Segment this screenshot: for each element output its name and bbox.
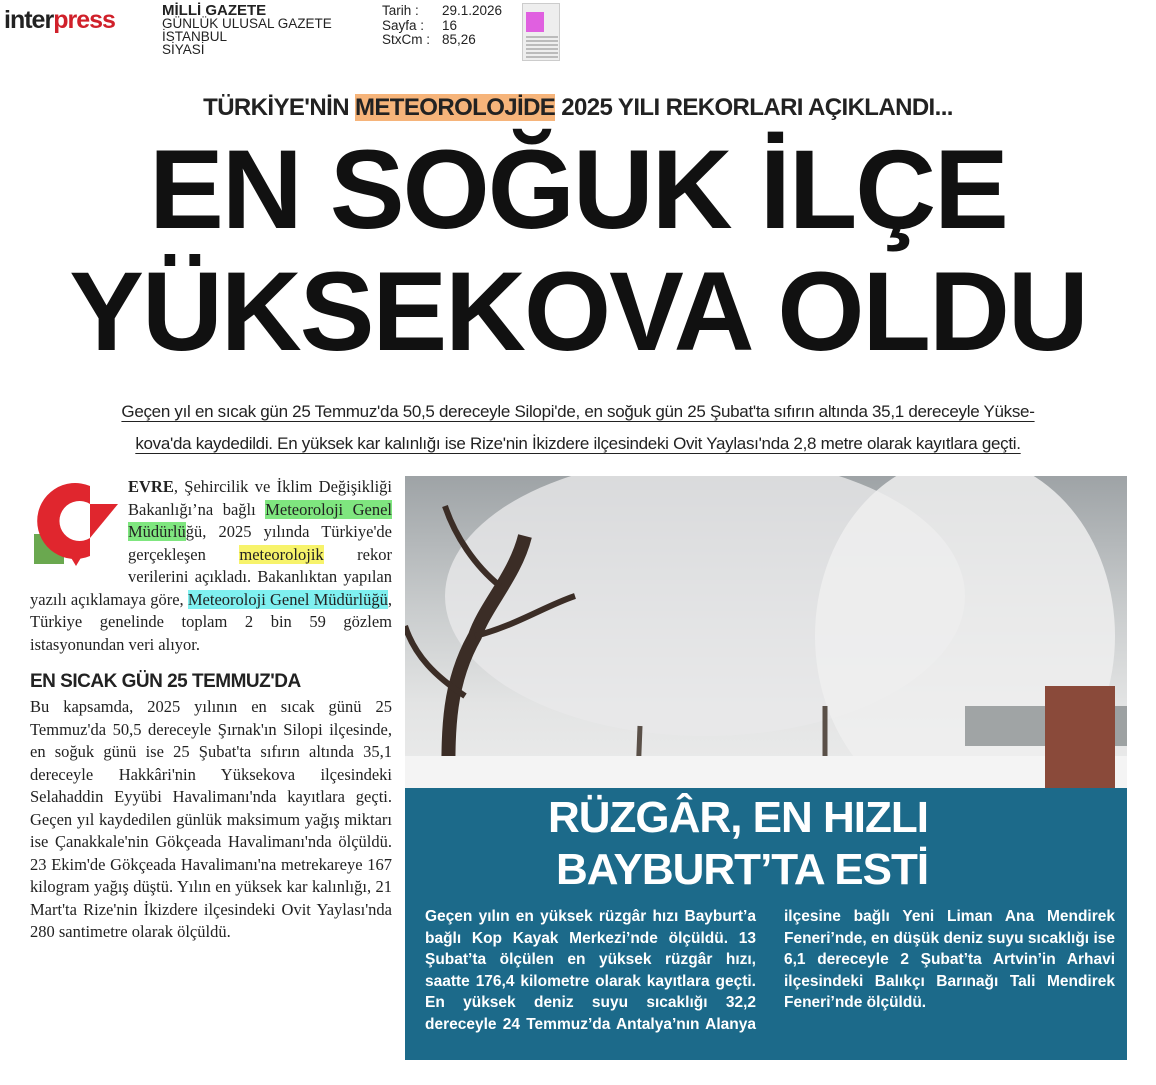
page-thumbnail[interactable] — [522, 3, 560, 61]
deck-line: kova'da kaydedildi. En yüksek kar kalınlığı ise Rize'nin İkizdere ilçesindeki Ovit Yaylası'nda 2,8 metre olarak kayıtlara geçti. — [135, 434, 1021, 453]
clipping-meta — [382, 4, 502, 48]
deck — [30, 396, 1126, 460]
stxcm-label: StxCm : — [382, 32, 431, 47]
title-line: RÜZGÂR, EN HIZLI — [548, 793, 928, 842]
sidebar-body: Geçen yılın en yüksek rüzgâr hızı Bayburt’a bağlı Kop Kayak Merkezi’nde ölçüldü. 13 Şubat’ta ölçülen en yüksek rüzgâr hızı, saatte 176,4 kilometre olarak kayıtlara geçti. En yüksek deniz suyu sıcaklığı 32,2 dereceyle 24 Temmuz’da Antalya’nın Alanya ilçesine bağlı Yeni Liman Ana Mendirek Feneri’nde, en düşük deniz suyu sıcaklığı ise 6,1 dereceyle 2 Şubat’ta Artvin’in Arhavi ilçesindeki Balıkçı Barınağı Tali Mendirek Feneri’nde ölçüldü. — [425, 908, 1115, 1033]
highlight: meteorolojik — [239, 544, 324, 564]
stxcm-value: 85,26 — [442, 32, 476, 47]
kicker-text: TÜRKİYE'NİN — [203, 94, 355, 121]
page-value: 16 — [442, 17, 458, 33]
paragraph-2: Bu kapsamda, 2025 yılının en sıcak günü 25 Temmuz'da 50,5 dereceyle Şırnak'ın Silopi ilçesinde, en soğuk günü ise 25 Şubat'ta sıfırın altında 35,1 dereceyle Hakkâri'nin Yüksekova ilçesindeki Selahaddin Eyyübi Havalimanı'nda kayıtlara geçti. Geçen yıl kaydedilen günlük maksimum yağış miktarı ise Çanakkale'nin Gökçeada Havalimanı'nda ölçüldü. 23 Ekim'de Gökçeada Havalimanı'na metrekareye 167 kilogram yağış düştü. Yılın en yüksek kar kalınlığı, 21 Mart'ta Rize'nin İkizdere ilçesindeki Ovit Yaylası'nda 280 santimetre olarak ölçüldü. — [30, 697, 392, 941]
date-value: 29.1.2026 — [442, 3, 503, 18]
title-line: BAYBURT’TA ESTİ — [556, 845, 929, 894]
text: , Şehircilik ve İklim Değişikliği Bakanlığı’na bağlı — [128, 477, 392, 519]
deck-line: Geçen yıl en sıcak gün 25 Temmuz'da 50,5 dereceyle Silopi'de, en soğuk gün 25 Şubat'ta sıfırın altında 35,1 dereceyle Yükse- — [121, 402, 1035, 421]
text: ğü, 2025 yılında Türkiye'de gerçekleşen — [128, 522, 392, 564]
clipping-header — [0, 0, 1156, 66]
drop-cap-c-logo — [30, 476, 122, 568]
text: rekor verilerini açıkladı. Bakanlıktan yapılan yazılı açıklamaya göre, — [30, 544, 392, 609]
publication-section: SİYASİ — [162, 42, 205, 57]
page-label: Sayfa : — [382, 17, 425, 33]
text: , Türkiye genelinde toplam 2 bin 59 gözlem istasyonundan veri alıyor. — [30, 589, 393, 654]
highlight: Meteoroloji Genel Müdürlüğü — [187, 589, 388, 609]
publication-city: İSTANBUL — [162, 29, 228, 44]
subheading: EN SICAK GÜN 25 TEMMUZ'DA — [30, 671, 301, 692]
publication-type: GÜNLÜK ULUSAL GAZETE — [162, 16, 332, 31]
date-label: Tarih : — [382, 3, 419, 18]
article-body — [30, 476, 392, 944]
interpress-logo: interpress — [4, 6, 115, 34]
kicker-text: 2025 YILI REKORLARI AÇIKLANDI... — [555, 94, 953, 121]
publication-name: MİLLİ GAZETE — [162, 2, 267, 19]
kicker — [0, 92, 1156, 124]
sidebar-title — [548, 792, 928, 896]
lead-word: EVRE — [128, 477, 174, 496]
headline-line-1: EN SOĞUK İLÇE — [149, 127, 1007, 252]
kicker-highlight: METEOROLOJİDE — [355, 94, 556, 121]
headline-line-2: YÜKSEKOVA OLDU — [69, 249, 1087, 374]
highlight: Meteoroloji Genel Müdürlü — [128, 499, 393, 541]
publication-info — [162, 4, 332, 56]
